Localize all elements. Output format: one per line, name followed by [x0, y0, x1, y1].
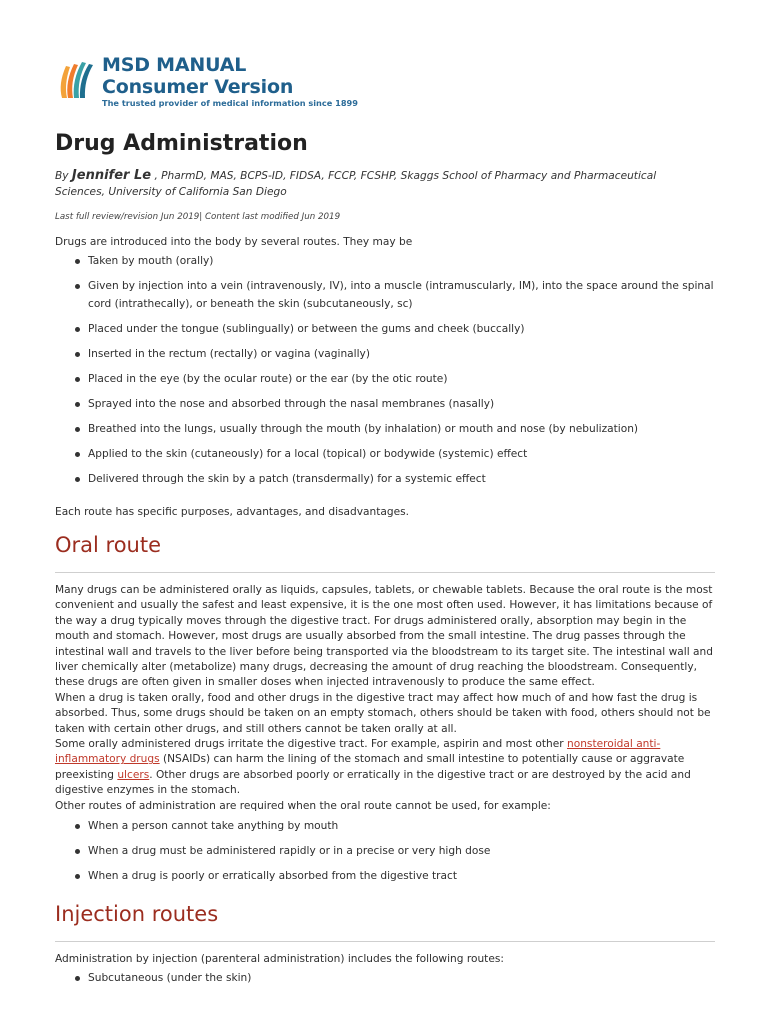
oral-paragraph-3-text: Some orally administered drugs irritate the digestive tract. For example, aspirin and most other	[55, 738, 568, 751]
oral-cases-list	[55, 817, 715, 885]
oral-paragraph-3-text: . Other drugs are absorbed poorly or erratically in the digestive tract or are destroyed by the acid and digestive enzymes in the stomach.	[55, 768, 691, 797]
section-divider	[55, 941, 715, 942]
injection-intro: Administration by injection (parenteral administration) includes the following routes:	[55, 953, 504, 965]
oral-paragraph-1: Many drugs can be administered orally as liquids, capsules, tablets, or chewable tablets. Because the oral route is the most convenient and usually the safest and least expensive, it is the one most often used. However, it has limitations because of the way a drug typically moves through the digestive tract. For drugs administered orally, absorption may begin in the mouth and stomach. However, most drugs are usually absorbed from the small intestine. The drug passes through the intestinal wall and travels to the liver before being transported via the bloodstream to its target site. The intestinal wall and liver chemically alter (metabolize) many drugs, decreasing the amount of drug reaching the bloodstream. Consequently, these drugs are often given in smaller doses when injected intravenously to produce the same effect.	[55, 584, 713, 689]
byline-prefix: By	[55, 170, 69, 182]
oral-paragraph-3-text: (NSAIDs) can harm the lining of the stomach and small intestine to potentially cause or aggravate preexisting	[55, 753, 685, 781]
byline	[55, 168, 705, 200]
section-divider	[55, 572, 715, 573]
list-item: When a drug is poorly or erratically absorbed from the digestive tract	[55, 867, 715, 885]
ulcers-link[interactable]: ulcers	[117, 768, 150, 781]
page-title: Drug Administration	[55, 131, 308, 156]
routes-summary: Each route has specific purposes, advantages, and disadvantages.	[55, 506, 410, 518]
brand-version[interactable]: Consumer Version	[102, 76, 294, 98]
list-item: When a drug must be administered rapidly or in a precise or very high dose	[55, 842, 715, 860]
review-date: Last full review/revision Jun 2019| Content last modified Jun 2019	[55, 212, 341, 222]
intro-text: Drugs are introduced into the body by several routes. They may be	[55, 236, 413, 248]
msd-manual-logo-icon[interactable]	[56, 58, 96, 102]
section-heading-injection-routes: Injection routes	[55, 902, 219, 926]
list-item: Delivered through the skin by a patch (transdermally) for a systemic effect	[55, 470, 715, 488]
list-item: Sprayed into the nose and absorbed through the nasal membranes (nasally)	[55, 395, 715, 413]
author-credentials: , PharmD, MAS, BCPS-ID, FIDSA, FCCP, FCSHP, Skaggs School of Pharmacy and Pharmaceutical Sciences, University of California San Diego	[55, 170, 657, 198]
brand-tagline: The trusted provider of medical information since 1899	[102, 98, 358, 108]
oral-paragraph-4: Other routes of administration are required when the oral route cannot be used, for example:	[55, 799, 551, 812]
nsaids-link[interactable]: nonsteroidal anti-inflammatory drugs	[55, 738, 661, 766]
list-item: When a person cannot take anything by mouth	[55, 817, 715, 835]
list-item: Subcutaneous (under the skin)	[55, 969, 715, 987]
list-item: Taken by mouth (orally)	[55, 252, 715, 270]
section-heading-oral-route: Oral route	[55, 533, 162, 557]
list-item: Placed under the tongue (sublingually) or between the gums and cheek (buccally)	[55, 320, 715, 338]
list-item: Placed in the eye (by the ocular route) or the ear (by the otic route)	[55, 370, 715, 388]
author-name: Jennifer Le	[71, 168, 152, 183]
list-item: Breathed into the lungs, usually through the mouth (by inhalation) or mouth and nose (by nebulization)	[55, 420, 715, 438]
list-item: Given by injection into a vein (intravenously, IV), into a muscle (intramuscularly, IM), into the space around the spinal cord (intrathecally), or beneath the skin (subcutaneously, sc)	[55, 277, 715, 313]
routes-list	[55, 252, 715, 488]
list-item: Inserted in the rectum (rectally) or vagina (vaginally)	[55, 345, 715, 363]
oral-paragraph-3	[55, 737, 717, 799]
injection-list	[55, 969, 715, 987]
oral-route-body	[55, 583, 717, 814]
brand-name[interactable]: MSD MANUAL	[102, 54, 247, 76]
oral-paragraph-2: When a drug is taken orally, food and other drugs in the digestive tract may affect how much of and how fast the drug is absorbed. Thus, some drugs should be taken on an empty stomach, others should be taken with food, others should not be taken with certain other drugs, and still others cannot be taken orally at all.	[55, 691, 711, 735]
list-item: Applied to the skin (cutaneously) for a local (topical) or bodywide (systemic) effect	[55, 445, 715, 463]
